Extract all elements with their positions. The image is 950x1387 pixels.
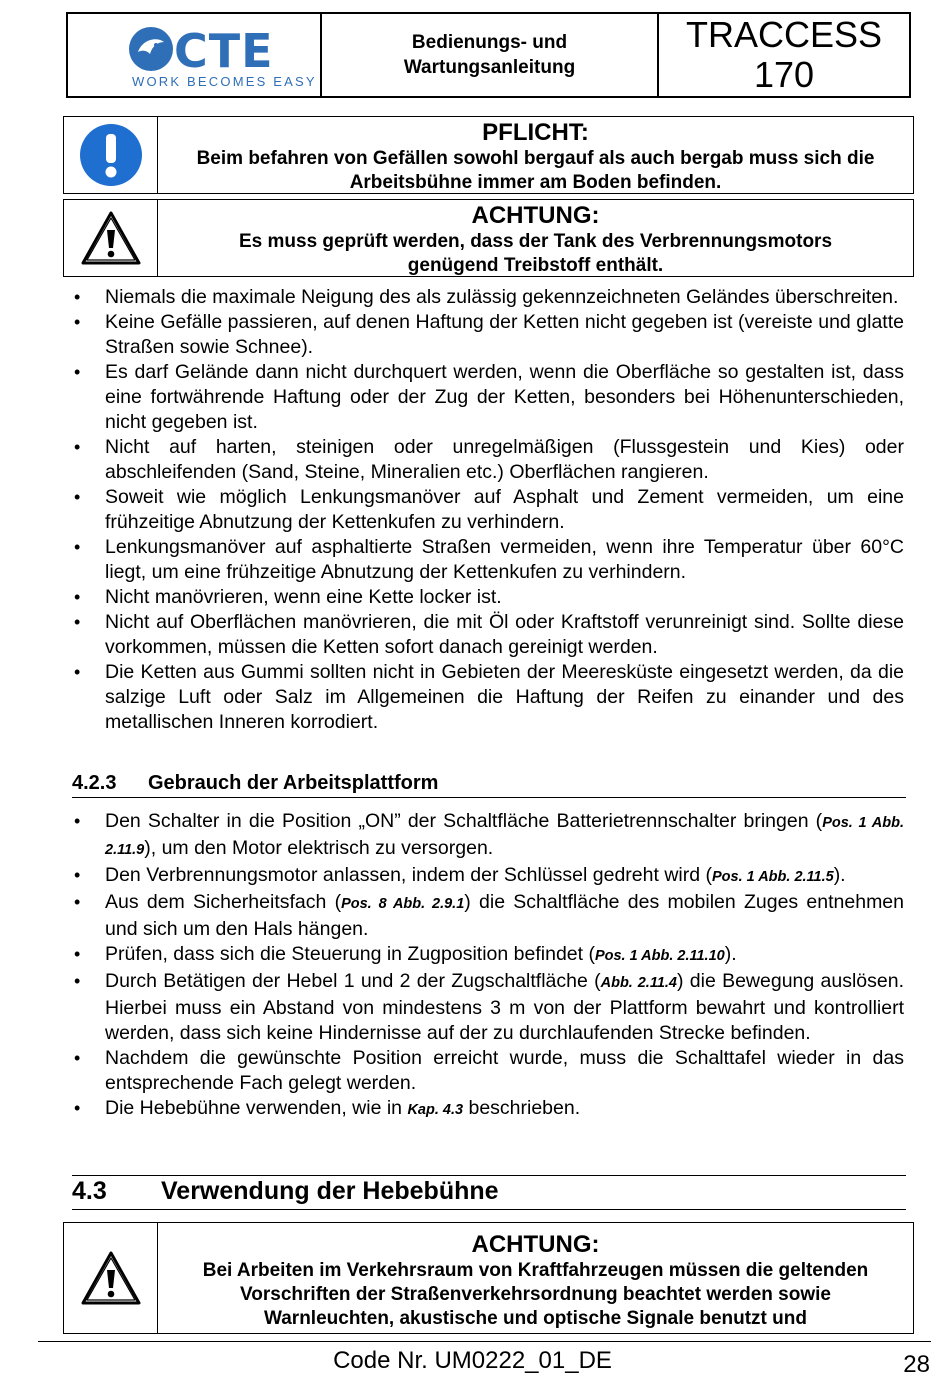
list-item: • Die Ketten aus Gummi sollten nicht in Gebieten der Meeresküste eingesetzt werden, da die salzige Luft oder Salz im Allgemeinen die Haftung der Reifen zu einander und des metallischen Inneren korrodiert.	[72, 660, 904, 735]
list-item: • Es darf Gelände dann nicht durchquert werden, wenn die Oberfläche so gestalten ist, dass eine fortwährende Haftung oder der Zug der Ketten, besonders bei Höhenunterschieden, nicht gegeben ist.	[72, 360, 904, 435]
model-number: 170	[753, 54, 815, 95]
list-item-text: ), um den Motor elektrisch zu versorgen.	[144, 837, 494, 859]
warning-triangle-icon	[80, 210, 142, 266]
list-item: • Nicht auf Oberflächen manövrieren, die mit Öl oder Kraftstoff verunreinigt sind. Sollte diese vorkommen, müssen die Ketten sofort danach gereinigt werden.	[72, 610, 904, 660]
warning-text-cell	[158, 1223, 913, 1333]
document-header	[66, 12, 911, 98]
list-item-text: Aus dem Sicherheitsfach (	[105, 891, 342, 913]
figure-reference: Pos. 1 Abb. 2.11.10	[594, 948, 725, 964]
logo-tagline: WORK BECOMES EASY	[132, 74, 317, 89]
warning-notice-traffic	[63, 1222, 914, 1334]
warning-heading: ACHTUNG:	[471, 1231, 600, 1258]
list-item	[72, 890, 904, 942]
logo-cell	[68, 14, 322, 96]
list-item	[72, 942, 904, 969]
page-number: 28	[903, 1351, 930, 1378]
model-name: TRACCESS	[685, 14, 883, 55]
figure-reference: Pos. 1 Abb. 2.11.9	[105, 815, 905, 858]
mandatory-text: Beim befahren von Gefällen sowohl bergauf als auch bergab muss sich die Arbeitsbühne immer am Boden befinden.	[196, 148, 875, 193]
chapter-reference: Kap. 4.3	[407, 1102, 464, 1118]
list-item-text: Den Schalter in die Position „ON” der Schaltfläche Batterietrennschalter bringen (	[105, 810, 823, 832]
list-item: • Soweit wie möglich Lenkungsmanöver auf Asphalt und Zement vermeiden, um eine frühzeitige Abnutzung der Kettenkufen zu verhindern.	[72, 485, 904, 535]
list-item-text: ).	[724, 943, 737, 965]
warning-heading: ACHTUNG:	[471, 202, 600, 229]
list-item-text: ) die Schaltfläche des mobilen Zuges entnehmen und sich um den Hals hängen.	[105, 891, 904, 940]
figure-reference: Pos. 1 Abb. 2.11.5	[712, 869, 834, 885]
list-item	[72, 809, 904, 863]
section-number: 4.3	[72, 1177, 107, 1205]
list-item-text: Den Verbrennungsmotor anlassen, indem der Schlüssel gedreht wird (	[105, 864, 712, 886]
warning-notice-fuel	[63, 199, 914, 277]
logo-wordmark: CTE	[174, 24, 274, 78]
document-title-cell	[322, 14, 659, 96]
warning-text: Es muss geprüft werden, dass der Tank des Verbrennungsmotors genügend Treibstoff enthält.	[238, 231, 833, 276]
list-item-text: ).	[833, 864, 846, 886]
list-item: • Niemals die maximale Neigung des als zulässig gekennzeichneten Geländes überschreiten.	[72, 285, 904, 310]
document-code: Code Nr. UM0222_01_DE	[333, 1347, 612, 1374]
list-item: • Keine Gefälle passieren, auf denen Haftung der Ketten nicht gegeben ist (vereiste und glatte Straßen sowie Schnee).	[72, 310, 904, 360]
warning-icon-cell	[64, 200, 158, 276]
list-item-text: Durch Betätigen der Hebel 1 und 2 der Zugschaltfläche (	[105, 970, 601, 992]
company-logo	[128, 24, 317, 90]
figure-reference: Abb. 2.11.4	[600, 975, 677, 991]
subsection-title: Gebrauch der Arbeitsplattform	[148, 772, 439, 794]
list-item	[72, 1046, 904, 1096]
mandatory-text-cell	[158, 117, 913, 193]
document-title-line2: Wartungsanleitung	[403, 57, 576, 78]
warning-text: Bei Arbeiten im Verkehrsraum von Kraftfahrzeugen müssen die geltenden Vorschriften der Straßenverkehrsordnung beachtet werden sowie Warnleuchten, akustische und optische Signale benutzt und	[202, 1260, 869, 1329]
section-heading	[72, 1175, 906, 1210]
mandatory-icon-cell	[64, 117, 158, 193]
warning-triangle-icon	[80, 1250, 142, 1306]
list-item-text: Nachdem die gewünschte Position erreicht wurde, muss die Schalttafel wieder in das entsprechende Fach gelegt werden.	[105, 1047, 904, 1094]
warning-icon-cell	[64, 1223, 158, 1333]
list-item-text: beschrieben.	[463, 1097, 581, 1119]
footer-divider	[38, 1341, 931, 1342]
list-item: • Lenkungsmanöver auf asphaltierte Straßen vermeiden, wenn ihre Temperatur über 60°C liegt, um eine frühzeitige Abnutzung der Kettenkufen zu verhindern.	[72, 535, 904, 585]
list-item: • Nicht manövrieren, wenn eine Kette locker ist.	[72, 585, 904, 610]
mandatory-exclamation-icon	[79, 123, 143, 187]
list-item	[72, 969, 904, 1046]
document-title-line1: Bedienungs- und	[411, 32, 568, 53]
platform-usage-list	[72, 809, 904, 1123]
logo-emblem-icon	[128, 26, 174, 72]
section-title: Verwendung der Hebebühne	[161, 1177, 499, 1205]
list-item	[72, 863, 904, 890]
operation-safety-list	[72, 285, 904, 735]
subsection-number: 4.2.3	[72, 772, 117, 794]
list-item	[72, 1096, 904, 1123]
model-cell	[659, 14, 909, 96]
list-item: • Nicht auf harten, steinigen oder unregelmäßigen (Flussgestein und Kies) oder abschleifenden (Sand, Steine, Mineralien etc.) Oberflächen rangieren.	[72, 435, 904, 485]
mandatory-notice	[63, 116, 914, 194]
list-item-text: Prüfen, dass sich die Steuerung in Zugposition befindet (	[105, 943, 595, 965]
mandatory-heading: PFLICHT:	[482, 119, 589, 146]
figure-reference: Pos. 8 Abb. 2.9.1	[341, 896, 465, 912]
list-item-text: Die Hebebühne verwenden, wie in	[105, 1097, 408, 1119]
list-item-text: ) die Bewegung auslösen. Hierbei muss ein Abstand von mindestens 3 m von der Plattform bewahrt und kontrolliert werden, dass sich keine Hindernisse auf der zu durchlaufenden Strecke befinden.	[105, 970, 904, 1044]
warning-text-cell	[158, 200, 913, 276]
subsection-heading	[72, 770, 906, 798]
